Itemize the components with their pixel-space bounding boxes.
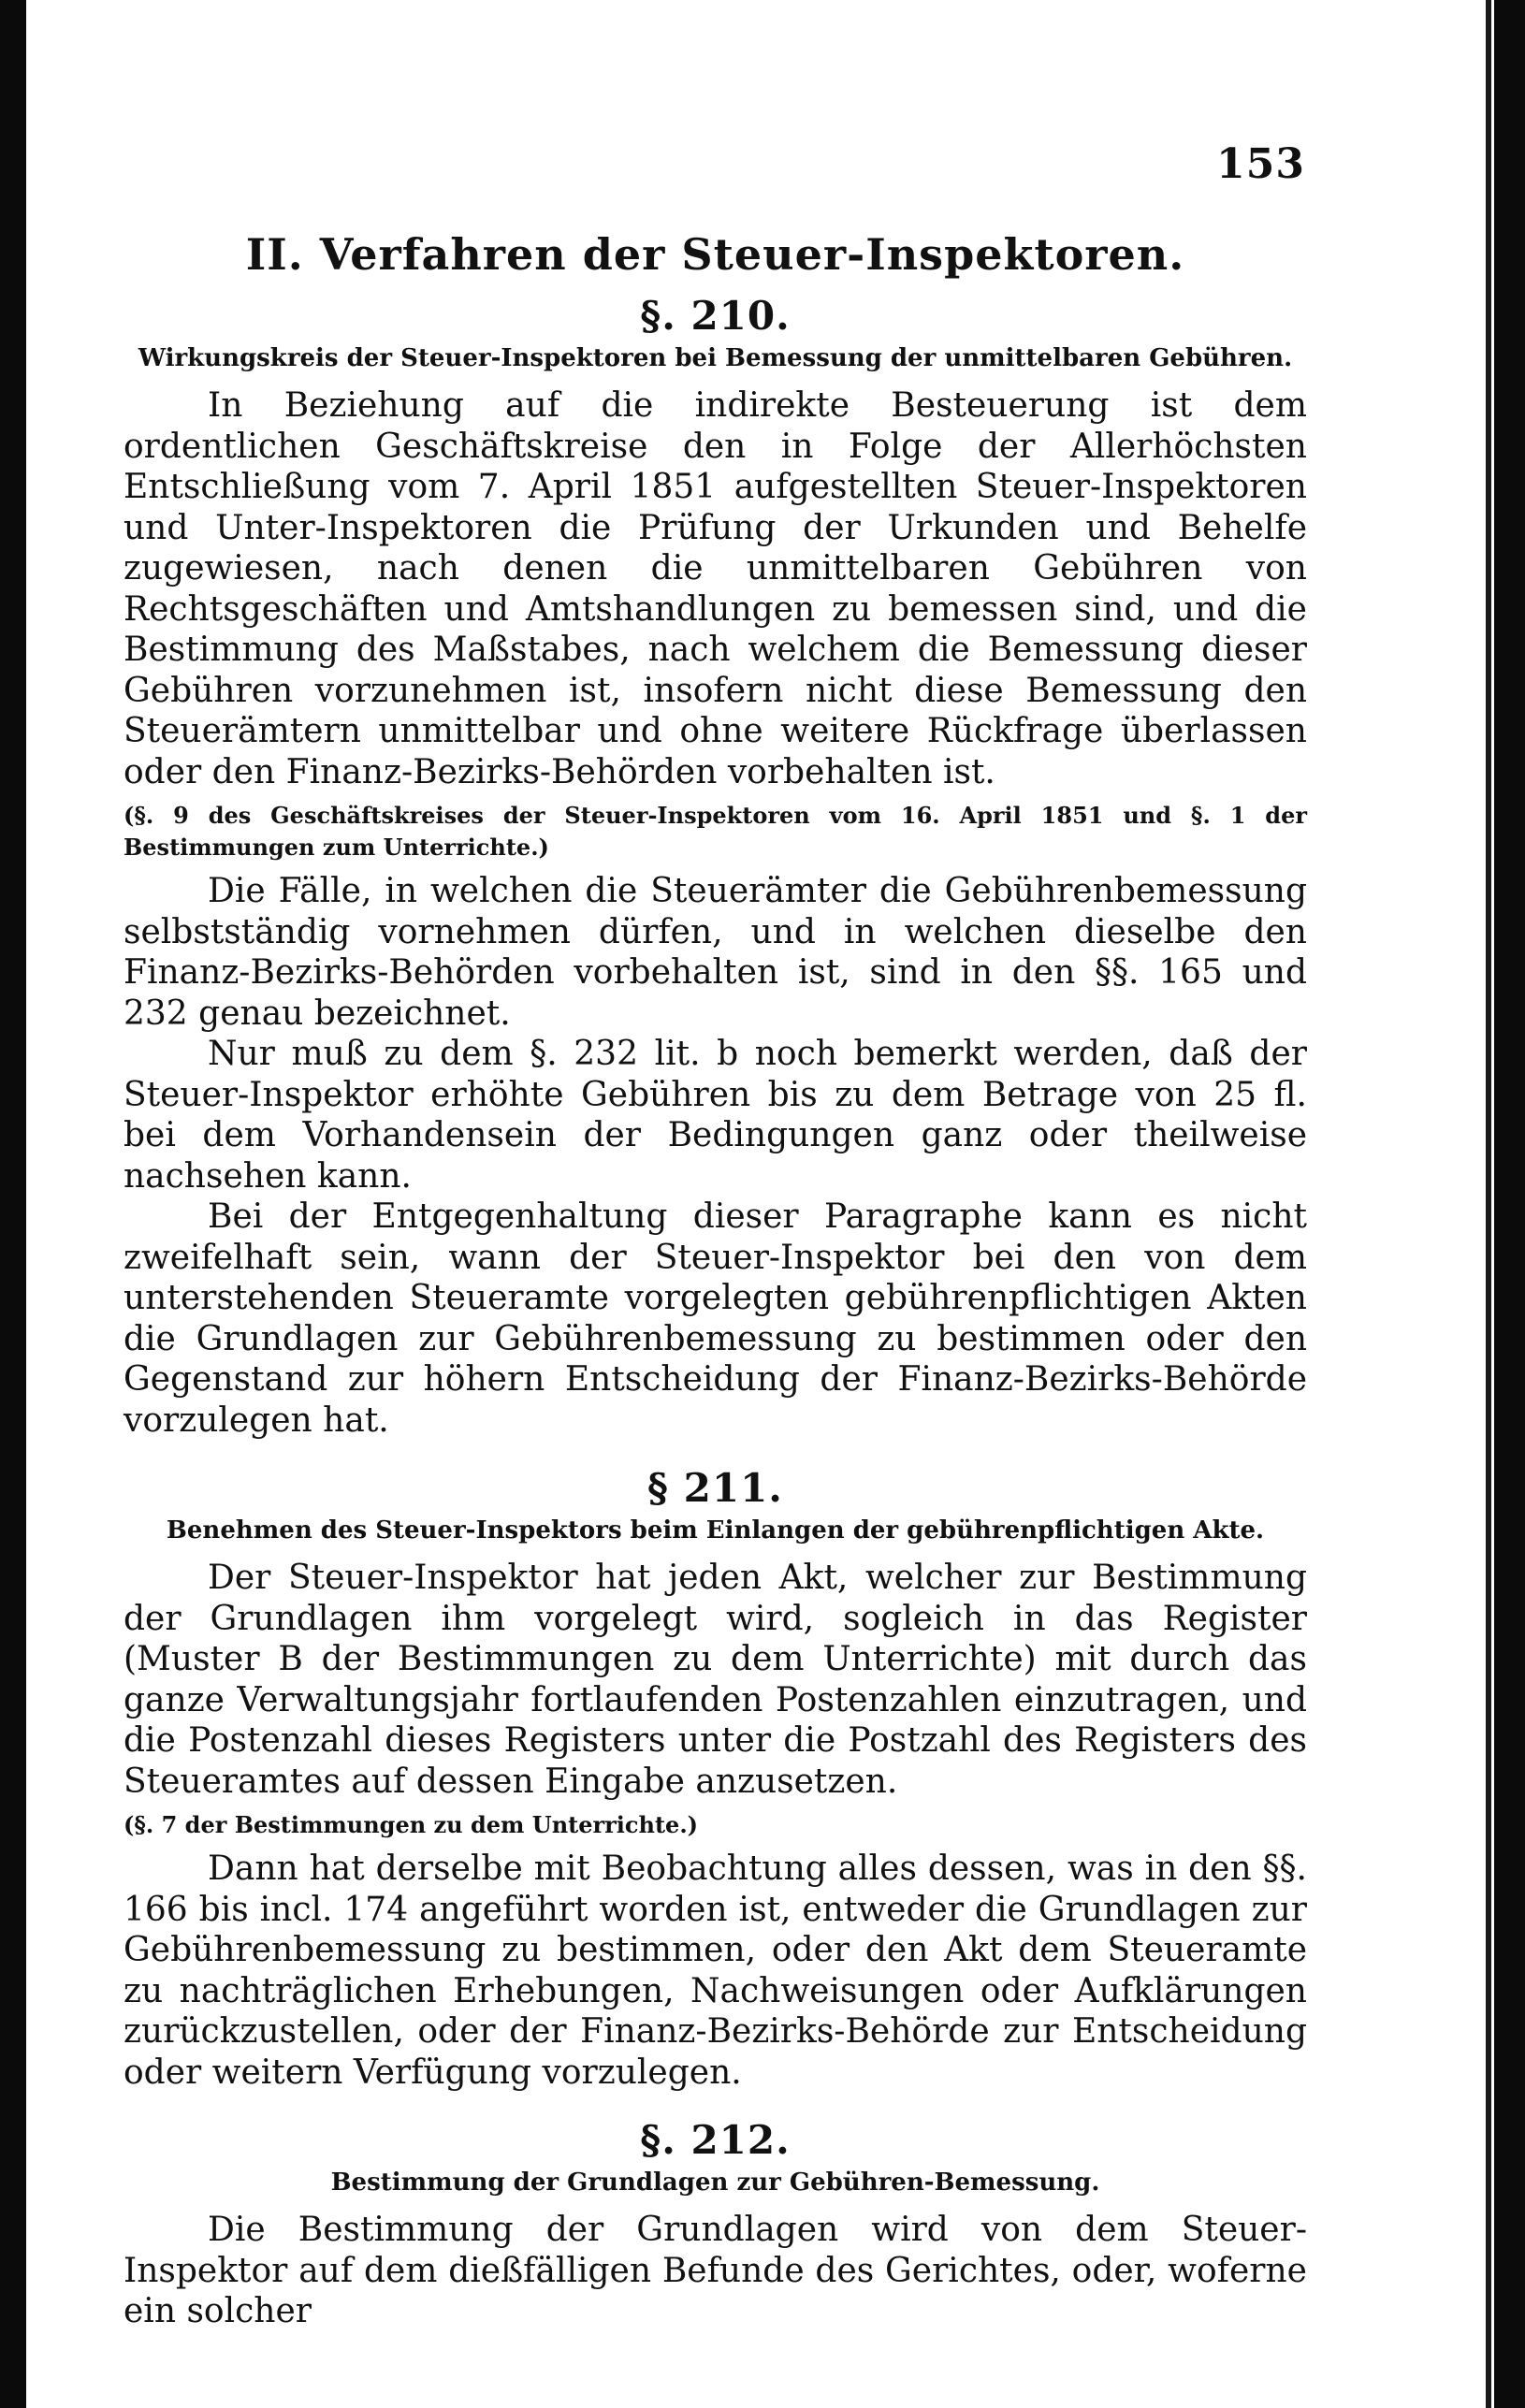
section-number: §. 212. bbox=[640, 2117, 791, 2163]
page-number: 153 bbox=[1216, 140, 1305, 188]
paragraph: Der Steuer-Inspektor hat jeden Akt, welcher zur Bestimmung der Grundlagen ihm vorgelegt wird, sogleich in das Register (Muster B der Bestimmungen zu dem Unterrichte) mit durch das ganze Verwaltungsjahr fortlaufenden Postenzahlen einzutragen, und die Postenzahl dieses Registers unter die Postzahl des Registers des Steueramtes auf dessen Eingabe anzusetzen. bbox=[123, 1559, 1307, 1801]
section-212 bbox=[123, 2117, 1307, 2332]
paragraph: Bei der Entgegenhaltung dieser Paragraphe kann es nicht zweifelhaft sein, wann der Steuer-Inspektor bei den von dem unterstehenden Steueramte vorgelegten gebührenpflichtigen Akten die Grundlagen zur Gebührenbemessung zu bestimmen oder den Gegenstand zur höhern Entscheidung der Finanz-Bezirks-Behörde vorzulegen hat. bbox=[123, 1197, 1307, 1440]
section-heading: Wirkungskreis der Steuer-Inspektoren bei Bemessung der unmittelbaren Gebühren. bbox=[138, 344, 1293, 372]
citation-note: (§. 7 der Bestimmungen zu dem Unterrichte.) bbox=[123, 1811, 699, 1838]
section-210 bbox=[123, 293, 1307, 1441]
paragraph: Die Bestimmung der Grundlagen wird von dem Steuer-Inspektor auf dem dießfälligen Befunde des Gerichtes, oder, woferne ein solcher bbox=[123, 2211, 1307, 2330]
paragraph: In Beziehung auf die indirekte Besteuerung ist dem ordentlichen Geschäftskreise den in Folge der Allerhöchsten Entschließung vom 7. April 1851 aufgestellten Steuer-Inspektoren und Unter-Inspektoren die Prüfung der Urkunden und Behelfe zugewiesen, nach denen die unmittelbaren Gebühren von Rechtsgeschäften und Amtshandlungen zu bemessen sind, und die Bestimmung des Maßstabes, nach welchem die Bemessung dieser Gebühren vorzunehmen ist, insofern nicht diese Bemessung den Steuerämtern unmittelbar und ohne weitere Rückfrage überlassen oder den Finanz-Bezirks-Behörden vorbehalten ist. bbox=[123, 386, 1307, 791]
scan-right-shadow bbox=[1486, 0, 1491, 2408]
section-number: §. 210. bbox=[640, 293, 791, 339]
chapter-title: II. Verfahren der Steuer-Inspektoren. bbox=[245, 229, 1185, 280]
scan-right-border bbox=[1494, 0, 1525, 2408]
section-heading: Benehmen des Steuer-Inspektors beim Einlangen der gebührenpflichtigen Akte. bbox=[166, 1516, 1265, 1545]
scan-left-border bbox=[0, 0, 26, 2408]
paragraph: Nur muß zu dem §. 232 lit. b noch bemerkt werden, daß der Steuer-Inspektor erhöhte Gebühren bis zu dem Betrage von 25 fl. bei dem Vorhandensein der Bedingungen ganz oder theilweise nachsehen kann. bbox=[123, 1035, 1307, 1196]
page-content bbox=[123, 140, 1307, 2332]
citation-note: (§. 9 des Geschäftskreises der Steuer-Inspektoren vom 16. April 1851 und §. 1 der Bestimmungen zum Unterrichte.) bbox=[123, 802, 1307, 861]
paragraph: Dann hat derselbe mit Beobachtung alles dessen, was in den §§. 166 bis incl. 174 angeführt worden ist, entweder die Grundlagen zur Gebührenbemessung zu bestimmen, oder den Akt dem Steueramte zu nachträglichen Erhebungen, Nachweisungen oder Aufklärungen zurückzustellen, oder der Finanz-Bezirks-Behörde zur Entscheidung oder weitern Verfügung vorzulegen. bbox=[123, 1850, 1307, 2092]
section-heading: Bestimmung der Grundlagen zur Gebühren-Bemessung. bbox=[330, 2169, 1100, 2197]
section-211 bbox=[123, 1465, 1307, 2093]
paragraph: Die Fälle, in welchen die Steuerämter die Gebührenbemessung selbstständig vornehmen dürfen, und in welchen dieselbe den Finanz-Bezirks-Behörden vorbehalten ist, sind in den §§. 165 und 232 genau bezeichnet. bbox=[123, 872, 1307, 1033]
section-number: § 211. bbox=[647, 1465, 783, 1511]
